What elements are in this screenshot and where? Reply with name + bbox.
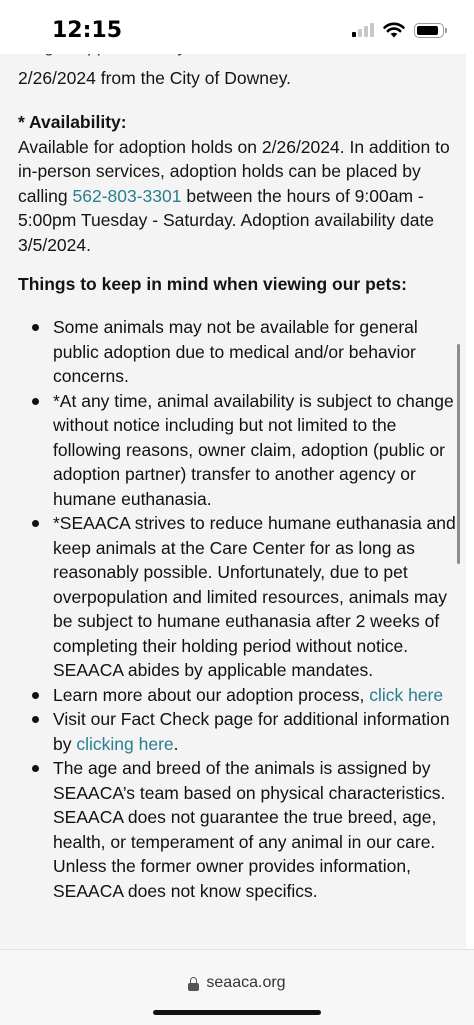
status-time: 12:15 xyxy=(52,18,123,43)
home-indicator[interactable] xyxy=(153,1010,321,1015)
things-heading: Things to keep in mind when viewing our pets: xyxy=(18,274,407,294)
list-item xyxy=(18,756,458,903)
intake-date-line: 2/26/2024 from the City of Downey. xyxy=(18,68,292,88)
page-edge xyxy=(466,44,474,949)
availability-section xyxy=(18,110,458,257)
url-display[interactable] xyxy=(0,974,474,992)
list-item xyxy=(18,707,458,756)
list-item-text: Visit our Fact Check page for additional information by xyxy=(53,709,450,754)
browser-address-bar xyxy=(0,949,474,1025)
availability-text-after: between the hours of 9:00am - 5:00pm Tuesday - Saturday. Adoption availability date 3/5/2024. xyxy=(18,185,435,255)
availability-text-before: Available for adoption holds on 2/26/2024. In addition to in-person services, adoption holds can be placed by calling xyxy=(18,136,450,206)
url-text[interactable]: seaaca.org xyxy=(206,974,286,991)
list-item-text: Some animals may not be available for general public adoption due to medical and/or behavior concerns. xyxy=(53,317,418,386)
pets-notes-list xyxy=(18,315,458,903)
wifi-icon xyxy=(383,22,405,38)
status-bar xyxy=(0,0,474,54)
article-content xyxy=(0,44,466,949)
status-icons xyxy=(352,22,444,38)
battery-icon xyxy=(414,23,444,38)
list-item-punctuation: . xyxy=(173,733,179,754)
list-item xyxy=(18,511,458,683)
list-item-text: *At any time, animal availability is subject to change without notice including but not limited to the following reasons, owner claim, adoption (public or adoption partner) transfer to another agency or humane euthanasia. xyxy=(53,390,454,509)
list-item-text: *SEAACA strives to reduce humane euthanasia and keep animals at the Care Center for as long as reasonably possible. Unfortunately, due to pet overpopulation and limited resources, animals may be subject to humane euthanasia after 2 weeks of completing their holding period without notice. SEAACA abides by applicable mandates. xyxy=(53,513,456,680)
availability-heading: * Availability: xyxy=(18,112,127,132)
list-item-text: Learn more about our adoption process, xyxy=(53,684,365,705)
list-item xyxy=(18,683,458,708)
list-item-text: The age and breed of the animals is assigned by SEAACA’s team based on physical characteristics. SEAACA does not guarantee the true breed, age, health, or temperament of any animal in our care. Unless the former owner provides information, SEAACA does not know specifics. xyxy=(53,758,446,901)
availability-text xyxy=(18,135,458,258)
adoption-process-link[interactable]: click here xyxy=(369,684,444,705)
fact-check-link[interactable]: clicking here xyxy=(76,733,174,754)
cellular-signal-icon xyxy=(352,23,374,37)
lock-icon xyxy=(188,977,199,990)
list-item xyxy=(18,389,458,512)
scrollbar[interactable] xyxy=(457,344,460,564)
list-item xyxy=(18,315,458,389)
phone-link[interactable]: 562-803-3301 xyxy=(72,185,182,206)
